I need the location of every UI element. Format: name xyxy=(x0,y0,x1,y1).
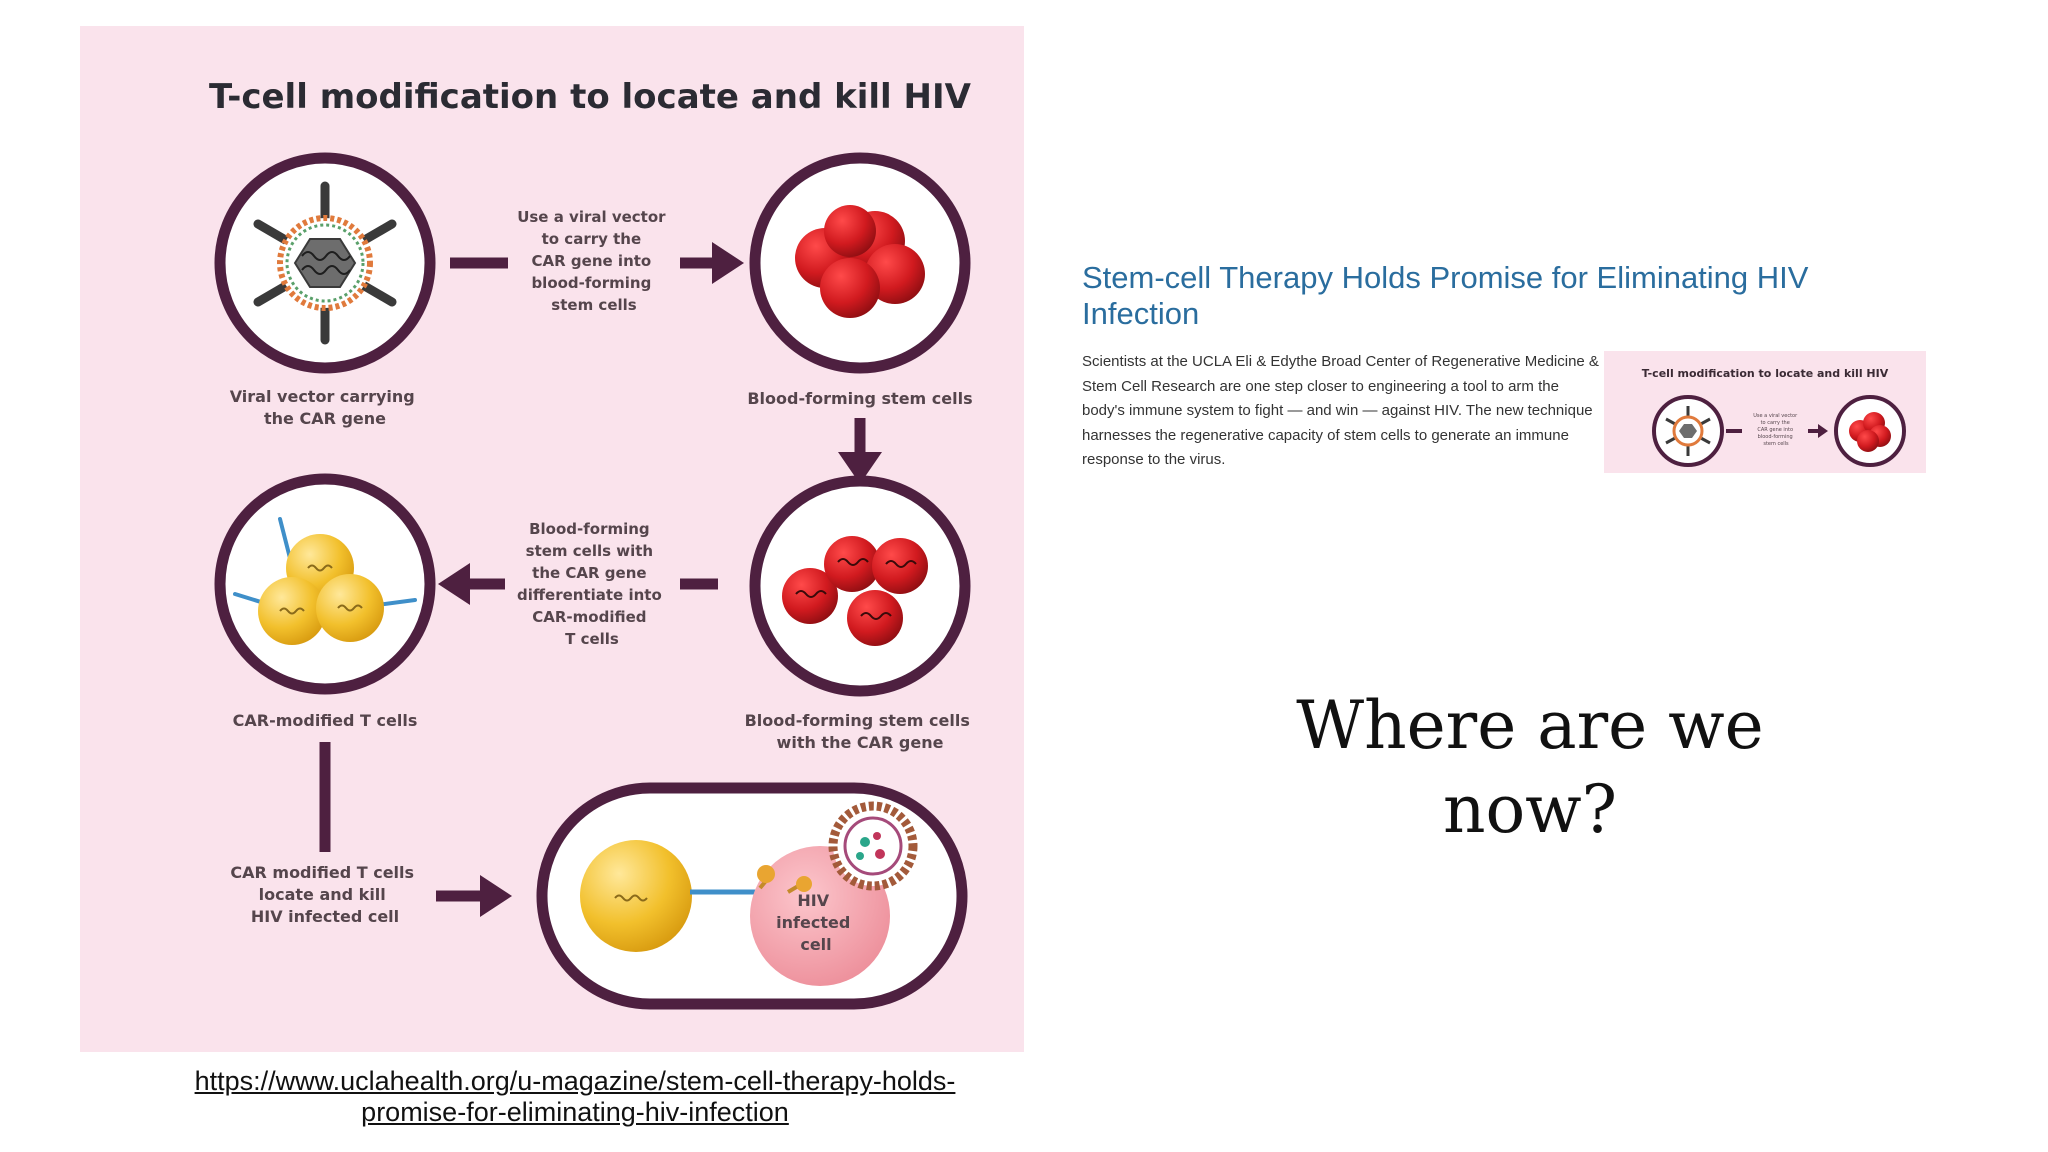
source-link-line[interactable]: promise-for-eliminating-hiv-infection xyxy=(361,1097,789,1127)
thumbnail-arrow-text-line: Use a viral vector xyxy=(1753,413,1798,419)
thumbnail-arrow-text xyxy=(1753,413,1798,447)
infected-cell-label-line: HIV xyxy=(797,891,830,910)
question-line: Where are we xyxy=(1296,687,1764,764)
car-stem-cells-label-line: with the CAR gene xyxy=(776,733,944,752)
arrow5-text-line: locate and kill xyxy=(258,885,386,904)
arrow5-text-line: CAR modified T cells xyxy=(230,863,415,882)
car-stem-cells-circle xyxy=(755,481,965,691)
stem-cells-label: Blood-forming stem cells xyxy=(747,389,973,408)
stem-cells-circle xyxy=(755,158,965,368)
arrow3-text-line: differentiate into xyxy=(517,586,662,604)
article-body: Scientists at the UCLA Eli & Edythe Broad Center of Regenerative Medicine & Stem Cell Research are one step closer to engineering a tool to arm the body's immune system to fight — and win — against HIV. The new technique harnesses the regenerative capacity of stem cells to generate an immune response to the virus. xyxy=(1082,353,1599,468)
thumbnail-title: T-cell modification to locate and kill HIV xyxy=(1641,367,1889,380)
t-cells-circle xyxy=(220,479,430,689)
infected-cell-label-line: cell xyxy=(800,935,832,954)
tcell-diagram xyxy=(80,26,1024,1052)
arrow1-text-line: stem cells xyxy=(551,296,637,314)
t-cells-label: CAR-modified T cells xyxy=(232,711,418,730)
diagram-title: T-cell modification to locate and kill HIV xyxy=(209,77,971,117)
arrow3-text-line: Blood-forming xyxy=(529,520,650,538)
source-link[interactable] xyxy=(180,1066,970,1128)
thumbnail-diagram xyxy=(1604,351,1926,473)
thumbnail-arrow-text-line: stem cells xyxy=(1763,441,1789,447)
arrow3-text-line: stem cells with xyxy=(525,542,654,560)
arrow5-text-line: HIV infected cell xyxy=(250,907,400,926)
kill-capsule xyxy=(542,788,962,1004)
arrow1-text-line: CAR gene into xyxy=(531,252,652,270)
thumbnail-arrow-text-line: blood-forming xyxy=(1757,434,1793,440)
article-thumbnail[interactable] xyxy=(1604,351,1926,473)
arrow3-text-line: the CAR gene xyxy=(532,564,647,582)
question-line: now? xyxy=(1442,771,1618,848)
thumbnail-arrow-text-line: CAR gene into xyxy=(1757,427,1794,433)
car-stem-cells-label-line: Blood-forming stem cells xyxy=(744,711,970,730)
arrow3-text-line: T cells xyxy=(565,630,619,648)
arrow5-text xyxy=(230,863,419,926)
arrow1-text-line: blood-forming xyxy=(531,274,652,292)
infected-cell-label-line: infected xyxy=(776,913,851,932)
source-link-line[interactable]: https://www.uclahealth.org/u-magazine/stem-cell-therapy-holds- xyxy=(194,1066,956,1096)
viral-vector-label-line: Viral vector carrying xyxy=(229,387,415,406)
thumbnail-arrow-text-line: to carry the xyxy=(1760,420,1790,426)
arrow1-text-line: to carry the xyxy=(541,230,642,248)
viral-vector-label-line: the CAR gene xyxy=(263,409,387,428)
article-title[interactable]: Stem-cell Therapy Holds Promise for Eliminating HIV Infection xyxy=(1082,260,1809,331)
arrow3-text-line: CAR-modified xyxy=(532,608,647,626)
arrow1-text-line: Use a viral vector xyxy=(517,208,666,226)
viral-vector-circle xyxy=(220,158,430,368)
slide-question xyxy=(1220,684,1840,852)
